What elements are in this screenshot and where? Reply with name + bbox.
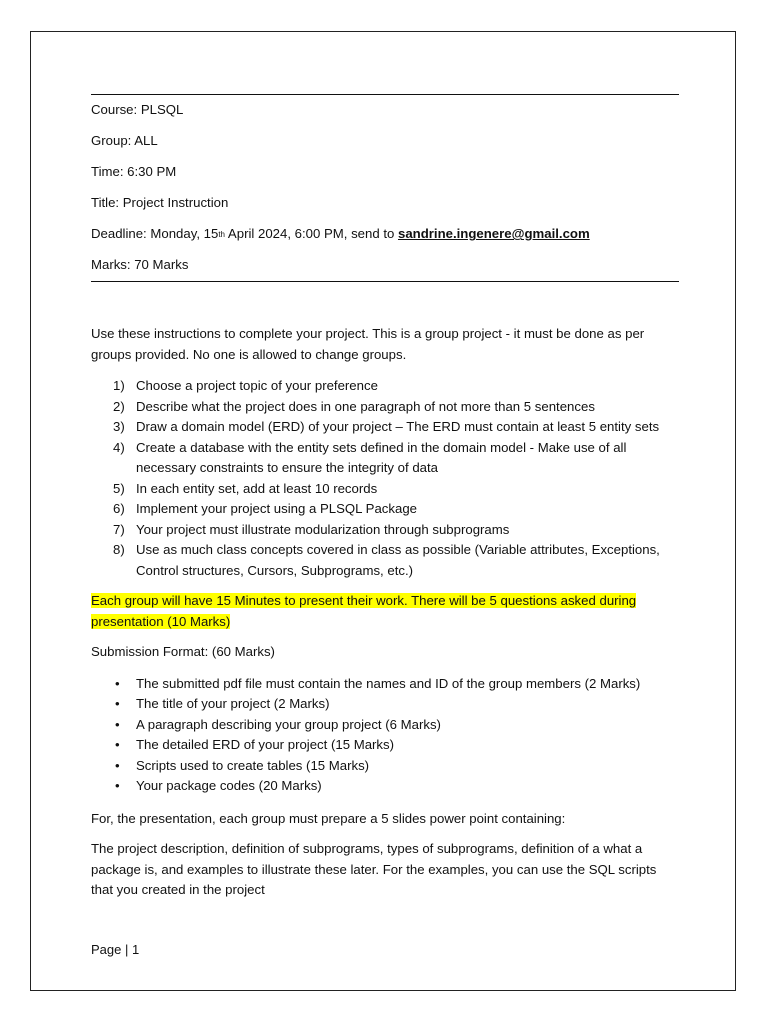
bullet-icon: • [115,675,120,691]
list-item [91,756,679,777]
list-item [91,715,679,736]
list-item [91,376,679,397]
list-item [91,540,679,581]
list-item [91,438,679,479]
list-number: 6) [113,501,125,516]
list-item [91,776,679,797]
list-number: 7) [113,521,125,537]
presentation-intro: For, the presentation, each group must prepare a 5 slides power point containing: [91,810,566,826]
deadline-line: Deadline: Monday, 15 th April 2024, 6:00 PM, send to sandrine.ingenere@gmail.com [91,219,679,250]
list-item [91,735,679,756]
document-page [30,31,736,991]
list-number: 3) [113,419,125,434]
list-item-text: The title of your project (2 Marks) [136,696,330,711]
page-footer: Page | 1 [91,942,140,957]
deadline-prefix: Deadline: Monday, 15 [91,226,219,242]
bullet-icon: • [115,696,120,711]
list-item [91,397,679,418]
list-item [91,499,679,520]
header-block [91,95,679,281]
deadline-mid: April 2024, 6:00 PM, send to [225,226,399,242]
list-item-text: Create a database with the entity sets defined in the domain model - Make use of all necessary constraints to ensure the integrity of data [136,439,627,475]
list-item [91,674,679,695]
list-item-text: The submitted pdf file must contain the names and ID of the group members (2 Marks) [136,675,641,691]
bullet-icon: • [115,778,120,793]
list-number: 5) [113,480,125,496]
list-item-text: Your project must illustrate modularization through subprograms [136,521,510,537]
list-number: 4) [113,439,125,455]
marks-line: Marks: 70 Marks [91,257,189,273]
presentation-body: The project description, definition of subprograms, types of subprograms, definition of a what a package is, and examples to illustrate these later. For the examples, you can use the SQL scripts that you created in the project [91,841,657,897]
submission-list [91,674,679,797]
time-line: Time: 6:30 PM [91,164,177,180]
bullet-icon: • [115,716,120,732]
bullet-icon: • [115,737,120,752]
list-number: 8) [113,542,125,557]
list-item [91,520,679,541]
list-item [91,479,679,500]
list-item-text: Choose a project topic of your preference [136,378,378,393]
list-item-text: Scripts used to create tables (15 Marks) [136,757,370,773]
steps-list [91,376,679,581]
highlighted-paragraph [91,591,679,632]
title-line: Title: Project Instruction [91,195,229,211]
list-item-text: Your package codes (20 Marks) [136,778,322,793]
group-line: Group: ALL [91,133,158,149]
list-item-text: The detailed ERD of your project (15 Marks) [136,737,394,752]
bullet-icon: • [115,757,120,773]
list-item-text: A paragraph describing your group project (6 Marks) [136,716,441,732]
highlight-text: Each group will have 15 Minutes to present their work. There will be 5 questions asked during presentation (10 Marks) [91,593,637,629]
list-item [91,694,679,715]
submission-title: Submission Format: (60 Marks) [91,644,275,659]
list-item-text: Draw a domain model (ERD) of your project – The ERD must contain at least 5 entity sets [136,419,660,434]
list-item [91,417,679,438]
course-line: Course: PLSQL [91,102,184,118]
list-item-text: In each entity set, add at least 10 records [136,480,378,496]
list-number: 1) [113,378,125,393]
header-bottom-rule [91,281,679,282]
intro-paragraph: Use these instructions to complete your project. This is a group project - it must be done as per groups provided. No one is allowed to change groups. [91,326,645,362]
list-number: 2) [113,398,125,414]
list-item-text: Describe what the project does in one paragraph of not more than 5 sentences [136,398,595,414]
list-item-text: Use as much class concepts covered in class as possible (Variable attributes, Exceptions, Control structures, Cursors, Subprograms, etc.) [136,542,660,578]
list-item-text: Implement your project using a PLSQL Package [136,501,417,516]
page-content [91,94,679,901]
deadline-email-link[interactable]: sandrine.ingenere@gmail.com [398,226,590,242]
